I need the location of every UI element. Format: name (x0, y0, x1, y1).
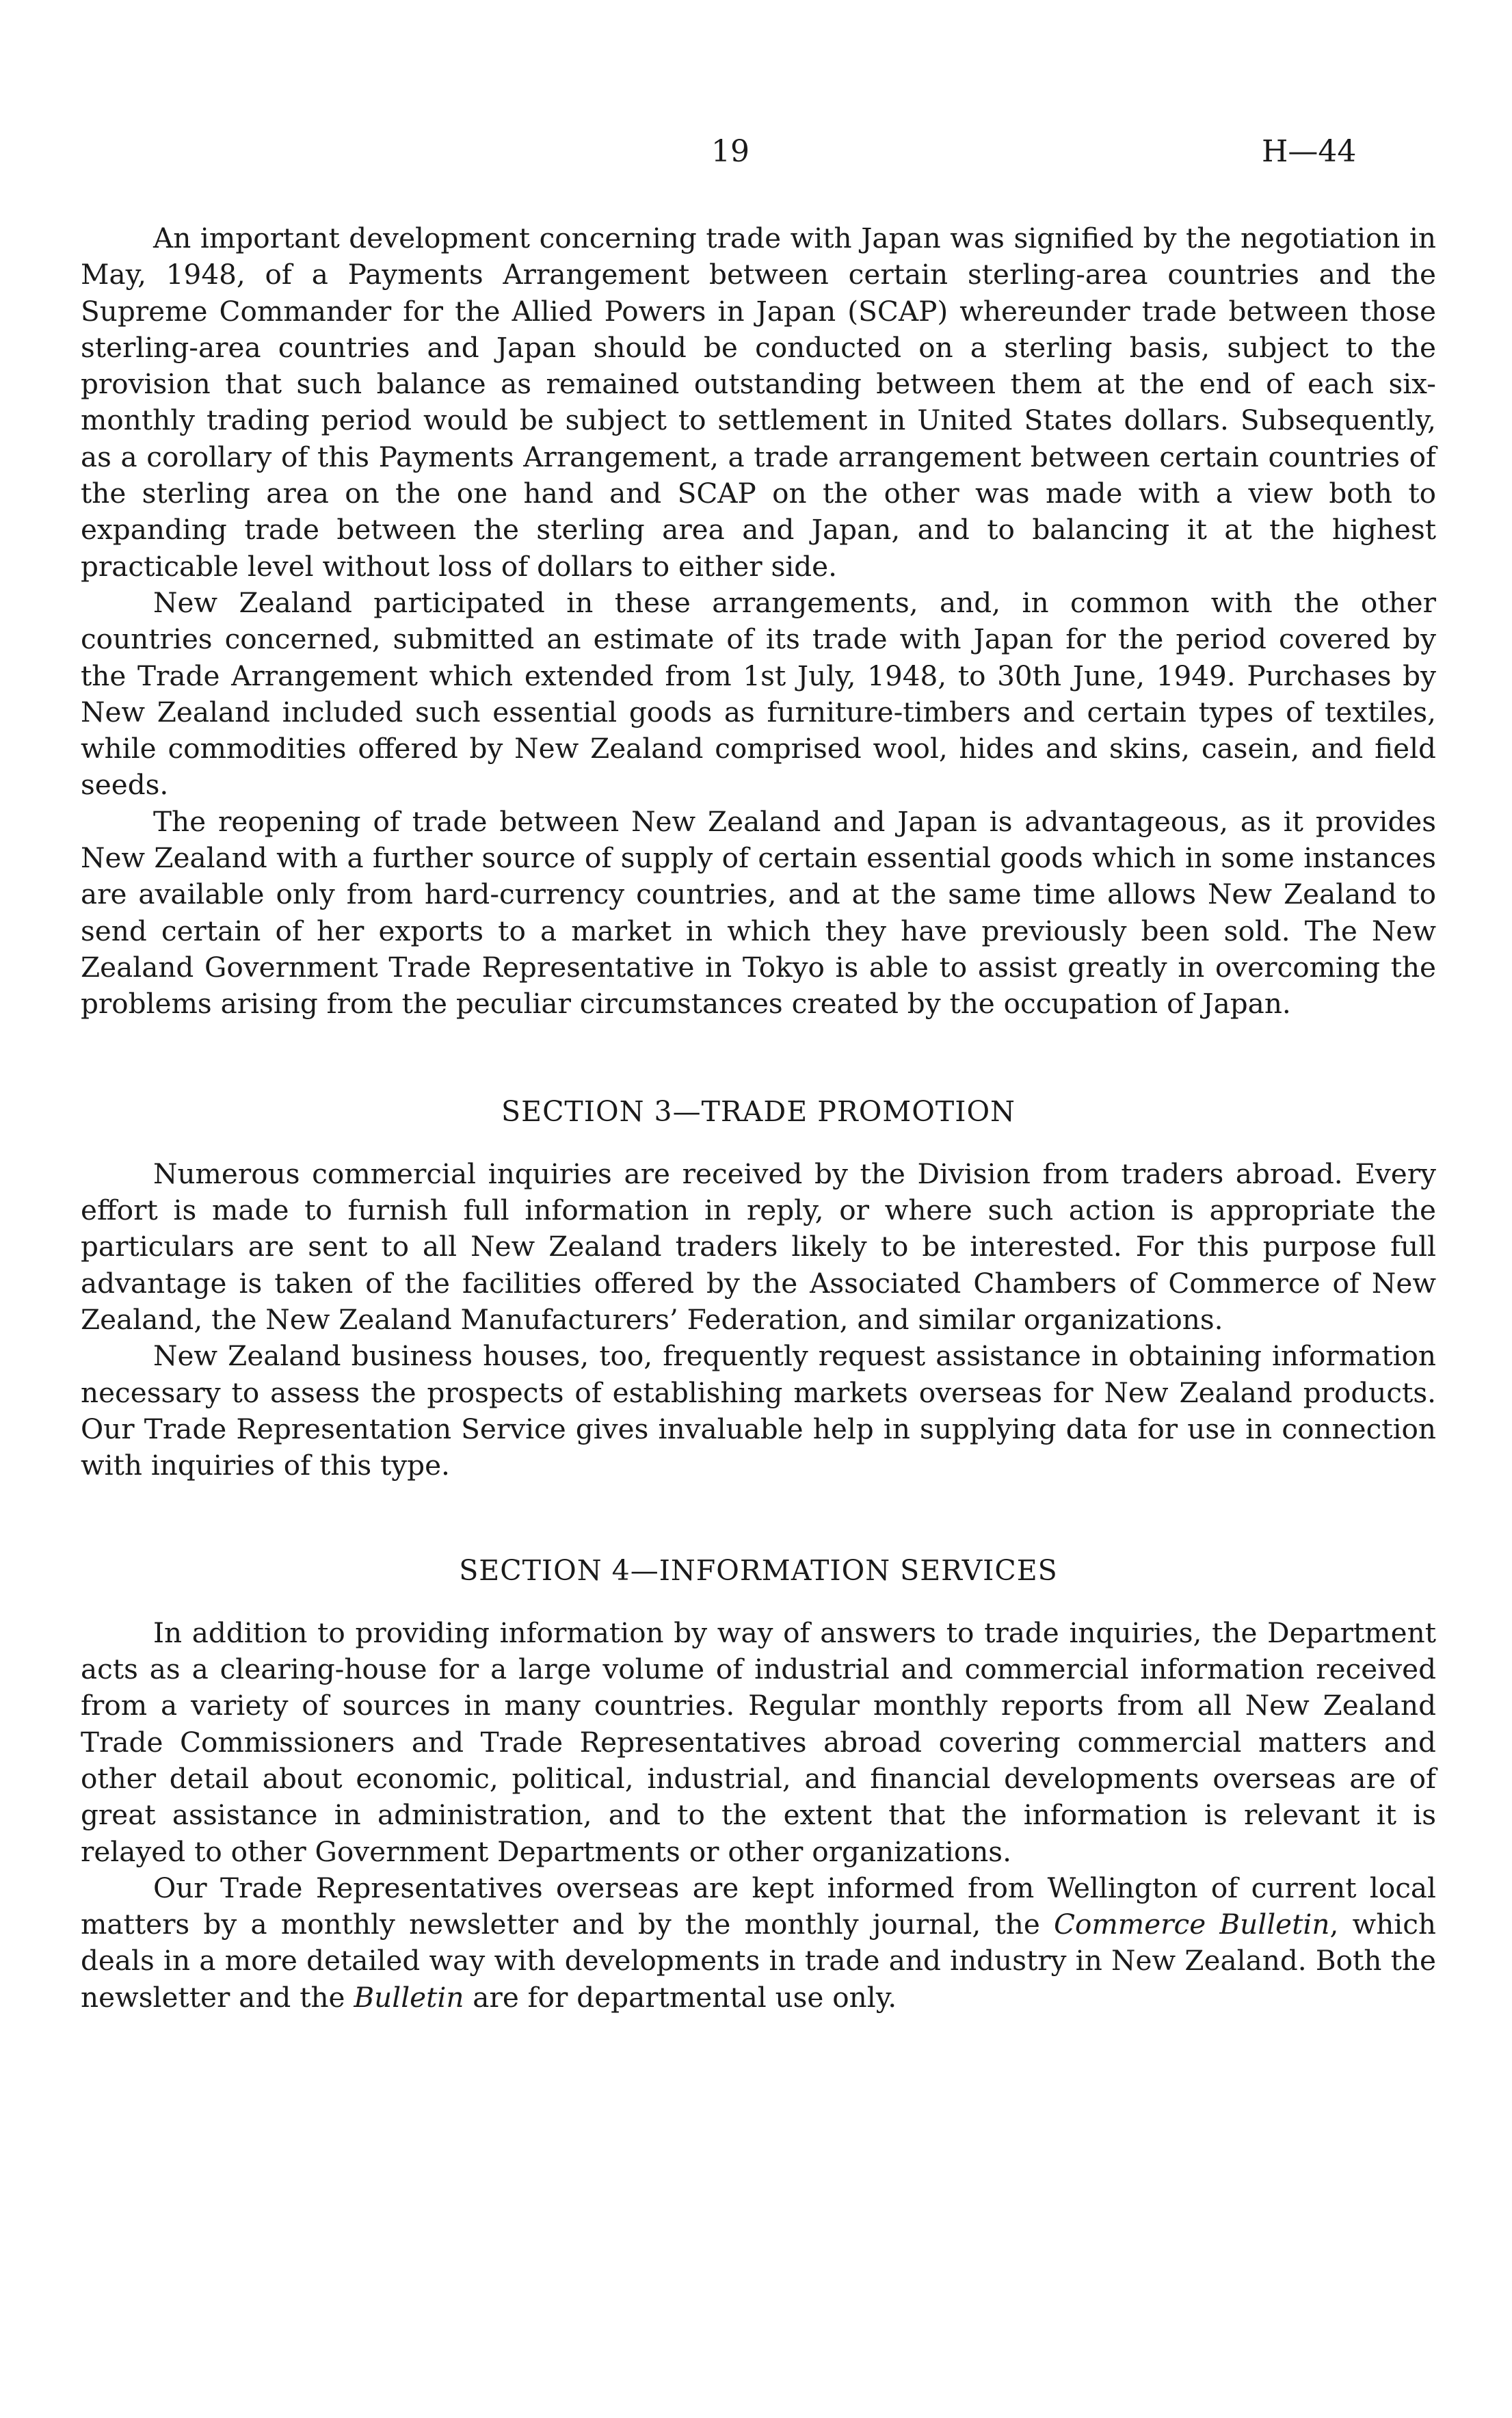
section-4-heading: SECTION 4—INFORMATION SERVICES (459, 1553, 1058, 1587)
page-number: 19 (711, 134, 750, 169)
paragraph-newsletter-bulletin (81, 1870, 1436, 2016)
paragraph-commercial-inquiries: Numerous commercial inquiries are received by the Division from traders abroad. Every effort is made to furnish full information in reply, or where such action is appropriate the particulars are sent to all New Zealand traders likely to be interested. For this purpose full advantage is taken of the facilities offered by the Associated Chambers of Commerce of New Zealand, the New Zealand Manufacturers’ Federation, and similar organizations. (81, 1157, 1436, 1337)
paragraph-new-zealand-participation: New Zealand participated in these arrangements, and, in common with the other countries concerned, submitted an estimate of its trade with Japan for the period covered by the Trade Arrangement which extended from 1st July, 1948, to 30th June, 1949. Purchases by New Zealand included such essential goods as furniture-timbers and certain types of textiles, while commodities offered by New Zealand comprised wool, hides and skins, casein, and field seeds. (81, 586, 1436, 802)
bulletin-title: Bulletin (354, 1980, 464, 2014)
body-text (81, 220, 1436, 2016)
paragraph-clearing-house: In addition to providing information by way of answers to trade inquiries, the Department acts as a clearing-house for a large volume of industrial and commercial information received from a variety of sources in many countries. Regular monthly reports from all New Zealand Trade Commissioners and Trade Representatives abroad covering commercial matters and other detail about economic, political, industrial, and financial developments overseas are of great assistance in administration, and to the extent that the information is relevant it is relayed to other Government Departments or other organizations. (81, 1616, 1436, 1868)
paragraph-japan-payments-arrangement: An important development concerning trade with Japan was signified by the negotiation in May, 1948, of a Payments Arrangement between certain sterling-area countries and the Supreme Commander for the Allied Powers in Japan (SCAP) whereunder trade between those sterling-area countries and Japan should be conducted on a sterling basis, subject to the provision that such balance as remained outstanding between them at the end of each six-monthly trading period would be subject to settlement in United States dollars. Subsequently, as a corollary of this Payments Arrangement, a trade arrangement between certain countries of the sterling area on the one hand and SCAP on the other was made with a view both to expanding trade between the sterling area and Japan, and to balancing it at the highest practicable level without loss of dollars to either side. (81, 222, 1436, 583)
newsletter-text-2: , which deals in a more detailed way with developments in trade and industry in New Zealand. Both the newsletter and the (81, 1908, 1436, 2014)
page-header (0, 134, 1512, 175)
paragraph-business-houses: New Zealand business houses, too, frequently request assistance in obtaining information necessary to assess the prospects of establishing markets overseas for New Zealand products. Our Trade Representation Service gives invaluable help in supplying data for use in connection with inquiries of this type. (81, 1339, 1436, 1482)
document-reference: H—44 (1262, 134, 1357, 169)
commerce-bulletin-title: Commerce Bulletin (1054, 1908, 1330, 1941)
paragraph-reopening-of-trade: The reopening of trade between New Zealand and Japan is advantageous, as it provides New Zealand with a further source of supply of certain essential goods which in some instances are available only from hard-currency countries, and at the same time allows New Zealand to send certain of her exports to a market in which they have previously been sold. The New Zealand Government Trade Representative in Tokyo is able to assist greatly in overcoming the problems arising from the peculiar circumstances created by the occupation of Japan. (81, 804, 1436, 1021)
newsletter-text-1: Our Trade Representatives overseas are kept informed from Wellington of current local matters by a monthly newsletter and by the monthly journal, the (81, 1871, 1436, 1941)
newsletter-text-3: are for departmental use only. (464, 1980, 897, 2014)
section-3-heading: SECTION 3—TRADE PROMOTION (501, 1094, 1016, 1128)
